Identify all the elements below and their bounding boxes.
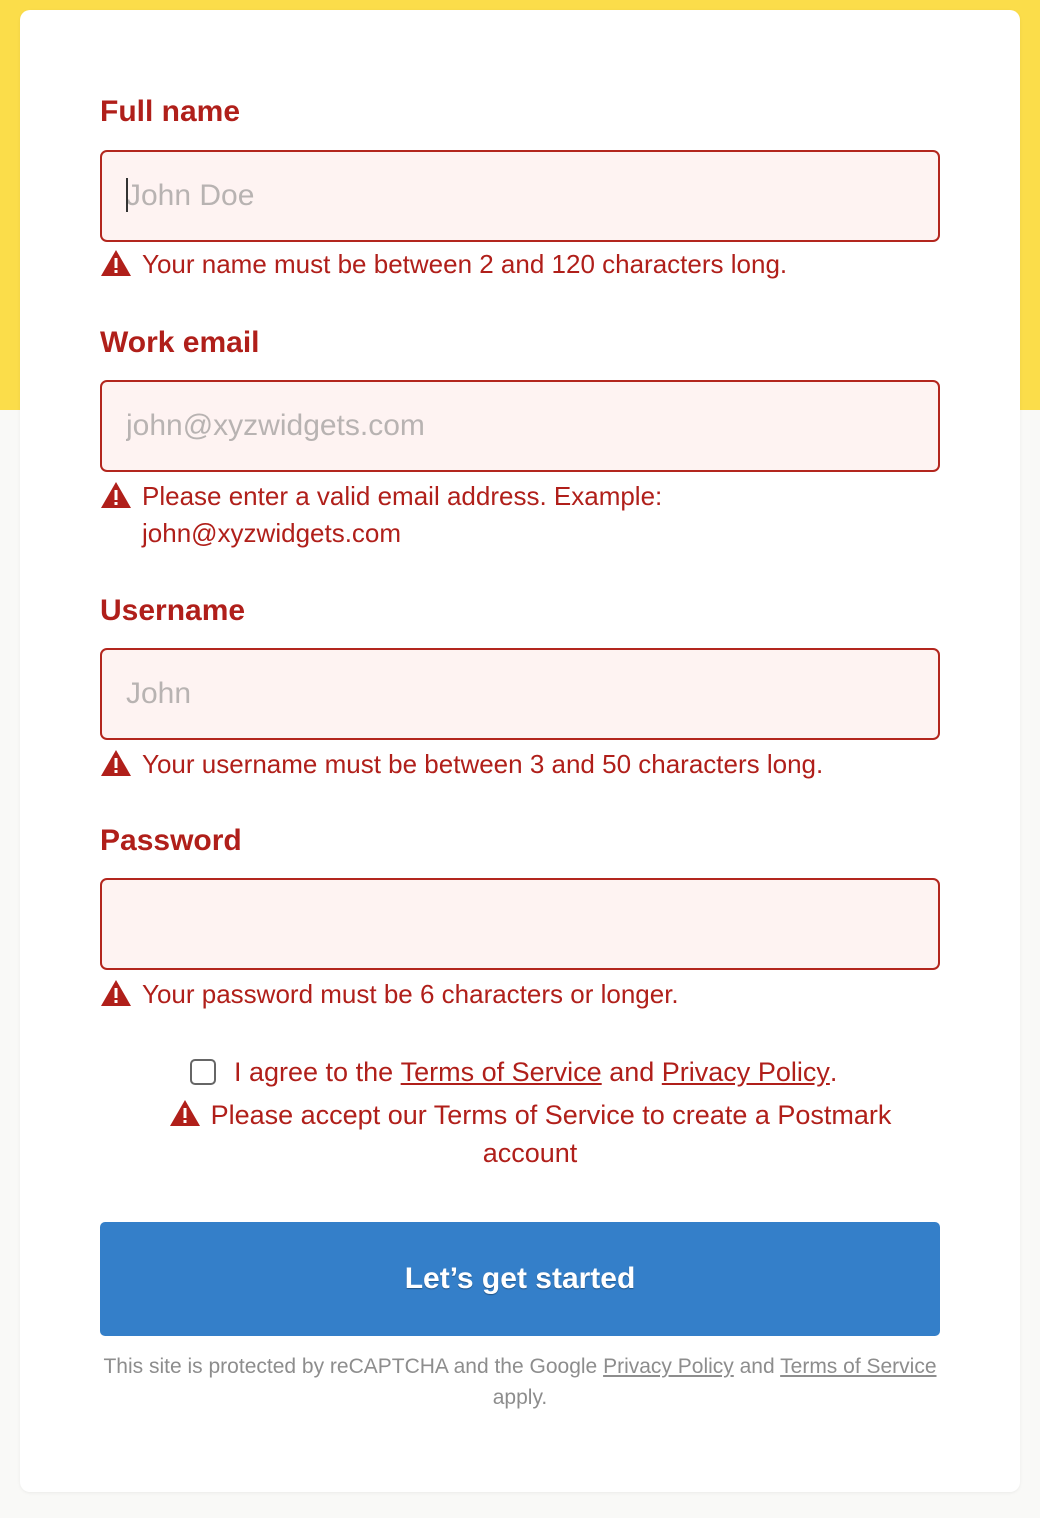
- password-input[interactable]: [100, 878, 940, 970]
- work-email-error: [100, 478, 662, 552]
- warning-triangle-icon: [100, 978, 132, 1008]
- password-label: Password: [100, 824, 242, 857]
- password-error-text: Your password must be 6 characters or longer.: [142, 979, 679, 1009]
- warning-triangle-icon: [100, 248, 132, 278]
- recaptcha-terms-link[interactable]: Terms of Service: [780, 1355, 937, 1378]
- work-email-error-line-2: john@xyzwidgets.com: [142, 518, 402, 548]
- get-started-button[interactable]: Let’s get started: [100, 1222, 940, 1336]
- terms-checkbox[interactable]: [190, 1059, 216, 1085]
- warning-triangle-icon: [100, 748, 132, 778]
- username-input[interactable]: [100, 648, 940, 740]
- work-email-input[interactable]: [100, 380, 940, 472]
- terms-of-service-link[interactable]: Terms of Service: [400, 1057, 602, 1087]
- work-email-label: Work email: [100, 326, 260, 359]
- full-name-error: [100, 246, 787, 283]
- recaptcha-prefix: This site is protected by reCAPTCHA and the Google: [103, 1355, 598, 1378]
- terms-suffix: .: [829, 1057, 838, 1087]
- full-name-label: Full name: [100, 95, 241, 128]
- full-name-input[interactable]: [100, 150, 940, 242]
- username-error: [100, 746, 823, 783]
- recaptcha-suffix: apply.: [492, 1386, 548, 1409]
- password-error: [100, 976, 679, 1013]
- terms-error-text: Please accept our Terms of Service to create a Postmark account: [210, 1100, 892, 1168]
- terms-and: and: [609, 1057, 655, 1087]
- terms-prefix: I agree to the: [234, 1057, 394, 1087]
- terms-error: [140, 1096, 920, 1172]
- work-email-error-text: [142, 478, 662, 552]
- username-label: Username: [100, 594, 246, 627]
- full-name-error-text: Your name must be between 2 and 120 characters long.: [142, 249, 788, 279]
- privacy-policy-link[interactable]: Privacy Policy: [661, 1057, 830, 1087]
- work-email-error-line-1: Please enter a valid email address. Example:: [142, 481, 663, 511]
- warning-triangle-icon: [100, 480, 132, 510]
- terms-agreement: [190, 1054, 837, 1090]
- recaptcha-and: and: [739, 1355, 775, 1378]
- recaptcha-privacy-link[interactable]: Privacy Policy: [603, 1355, 734, 1378]
- recaptcha-notice: [100, 1351, 940, 1413]
- text-caret: [126, 178, 128, 212]
- warning-triangle-icon: [169, 1098, 201, 1128]
- username-error-text: Your username must be between 3 and 50 characters long.: [142, 749, 824, 779]
